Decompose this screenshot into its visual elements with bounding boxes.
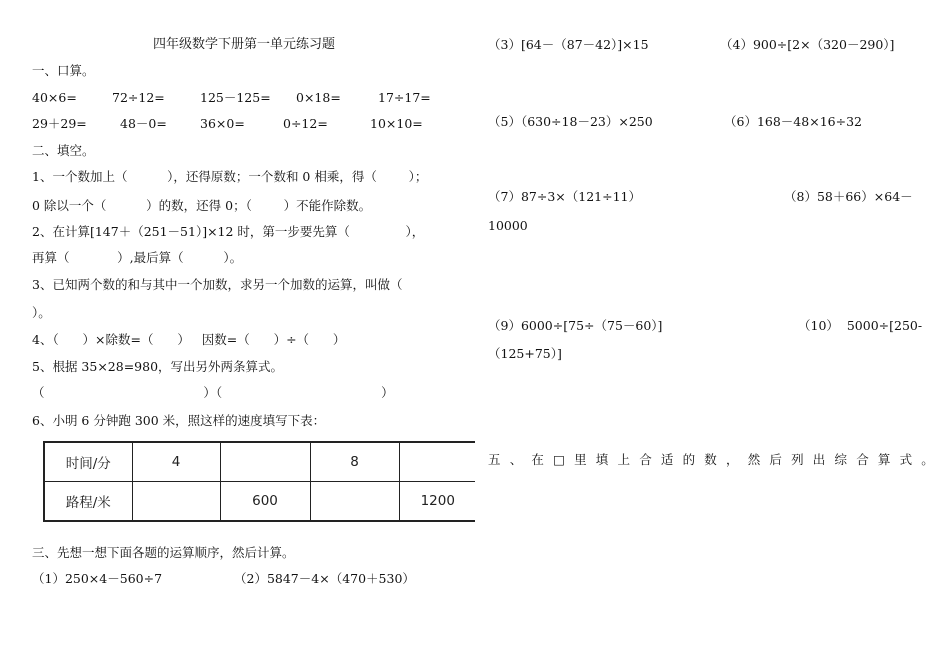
table-cell [220,442,310,482]
fill-question-5: 5、根据 35×28=980，写出另外两条算式。 [32,359,284,374]
calc-problem-9: （9）6000÷[75÷（75－60）] [488,318,663,333]
table-row [44,482,477,522]
fill-question-2-cont: 再算（ ）,最后算（ ）。 [32,250,243,265]
table-row [44,442,477,482]
oral-calc-item: 10×10= [370,116,423,131]
table-header-distance: 路程/米 [44,482,132,522]
section3-heading: 三、先想一想下面各题的运算顺序，然后计算。 [32,545,295,560]
calc-problem-7: （7）87÷3×（121÷11） [488,189,641,204]
table-cell: 8 [310,442,399,482]
oral-calc-item: 29＋29= [32,116,87,131]
calc-problem-5: （5）（630÷18－23）×250 [488,114,653,129]
fill-question-6: 6、小明 6 分钟跑 300 米，照这样的速度填写下表： [32,413,326,428]
calc-problem-8-cont: 10000 [488,218,528,233]
section2-heading: 二、填空。 [32,143,95,158]
fill-question-5-blanks: （ ）（ ） [32,385,394,400]
calc-problem-6: （6）168－48×16÷32 [724,114,862,129]
calc-problem-4: （4）900÷[2×（320－290）] [720,37,895,52]
table-cell [310,482,399,522]
oral-calc-item: 36×0= [200,116,245,131]
oral-calc-item: 40×6= [32,90,77,105]
table-header-time: 时间/分 [44,442,132,482]
fill-question-4: 4、（ ）×除数=（ ） 因数=（ ）÷（ ） [32,332,346,347]
section5-heading: 五、在□里填上合适的数，然后列出综合算式。 [488,452,944,467]
calc-problem-3: （3）[64－（87－42）]×15 [488,37,649,52]
fill-question-1: 1、一个数加上（ ），还得原数；一个数和 0 相乘，得（ ）； [32,169,428,184]
table-clip [475,438,489,524]
section1-heading: 一、口算。 [32,63,95,78]
table-cell: 4 [132,442,220,482]
table-cell: 1200 [399,482,477,522]
oral-calc-item: 0÷12= [283,116,328,131]
oral-calc-item: 0×18= [296,90,341,105]
table-cell: 600 [220,482,310,522]
page-title: 四年级数学下册第一单元练习题 [153,37,336,52]
oral-calc-item: 72÷12= [112,90,165,105]
calc-problem-10: （10） 5000÷[250- [798,318,923,333]
calc-problem-2: （2）5847－4×（470＋530） [234,571,415,586]
oral-calc-item: 125－125= [200,90,271,105]
table-cell [132,482,220,522]
calc-problem-1: （1）250×4－560÷7 [32,571,163,586]
fill-question-3: 3、已知两个数的和与其中一个加数，求另一个加数的运算，叫做（ [32,277,403,292]
oral-calc-item: 17÷17= [378,90,431,105]
fill-question-1-cont: 0 除以一个（ ）的数，还得 0；（ ）不能作除数。 [32,198,372,213]
fill-question-3-cont: ）。 [32,305,51,320]
calc-problem-10-cont: （125+75）] [488,346,562,361]
speed-table [43,441,478,522]
table-cell [399,442,477,482]
oral-calc-item: 48－0= [120,116,167,131]
calc-problem-8: （8）58＋66）×64－ [784,189,913,204]
fill-question-2: 2、在计算[147＋（251－51）]×12 时，第一步要先算（ ）， [32,224,425,239]
